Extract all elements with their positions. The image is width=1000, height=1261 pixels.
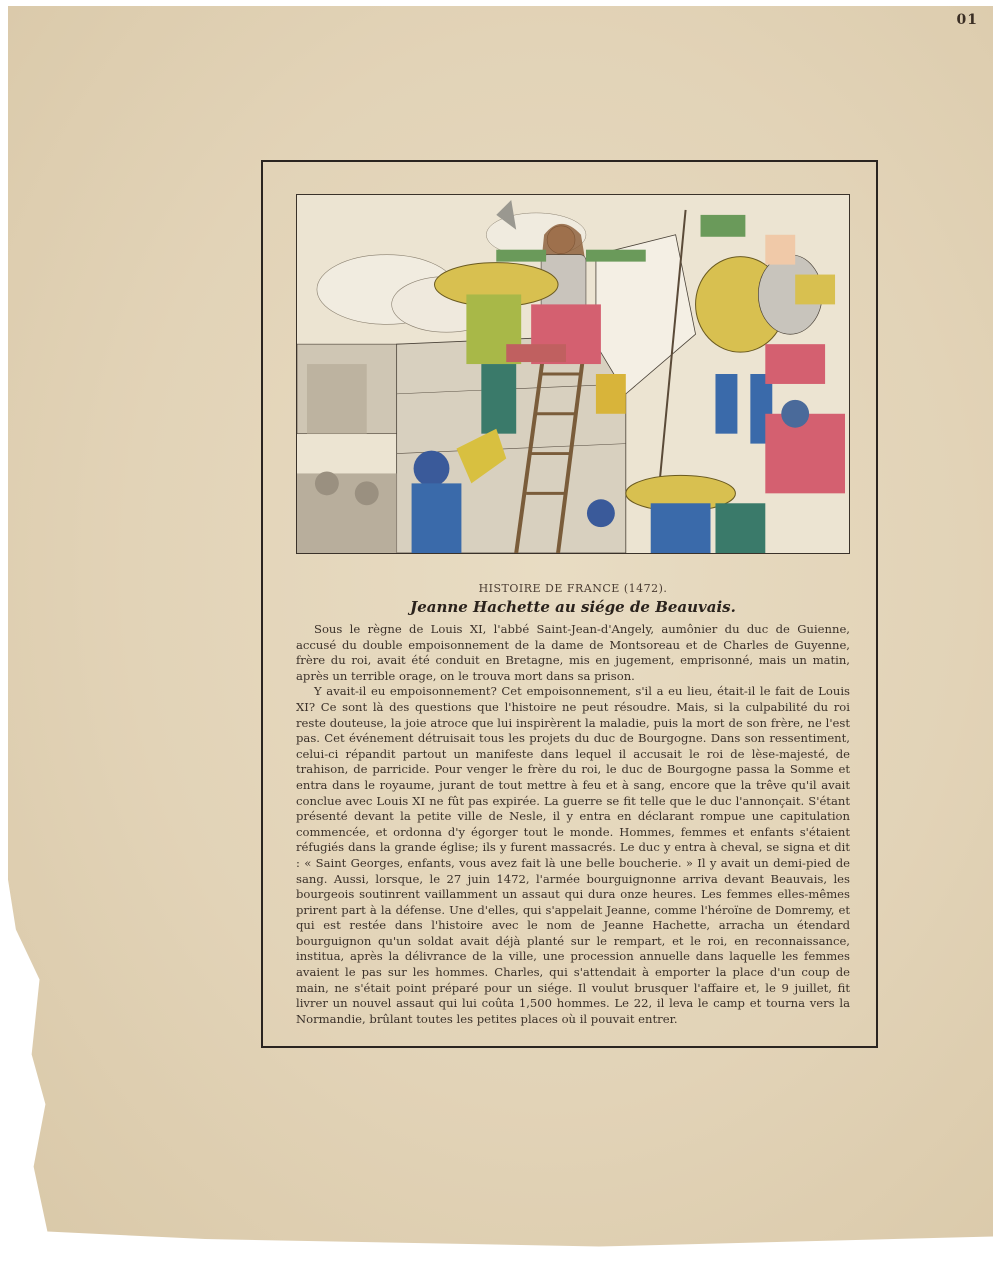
folio-number: 01 [956,12,978,28]
document-title: Jeanne Hachette au siége de Beauvais. [410,598,736,616]
paragraph-2: Y avait-il eu empoisonnement? Cet empoisonnement, s'il a eu lieu, était-il le fait de Louis XI? Ce sont là des questions que l'histoire ne peut résoudre. Mais, si la culpabilité du roi reste douteuse, la joie atroce que lui inspirèrent la maladie, puis la mort de son frère, ne l'est pas. Cet événement détruisait tous les projets du duc de Bourgogne. Dans son ressentiment, celui-ci répandit partout un manifeste dans lequel il accusait le roi de lèse-majesté, de trahison, de parricide. Pour venger le frère du roi, le duc de Bourgogne passa la Somme et entra dans le royaume, jurant de tout mettre à feu et à sang, encore que la trêve qu'il avait conclue avec Louis XI ne fût pas expirée. La guerre se fit telle que le duc l'annonçait. S'étant présenté devant la petite ville de Nesle, il y entra en déclarant rompue une capitulation commencée, et ordonna d'y égorger tout le monde. Hommes, femmes et enfants s'étaient réfugiés dans la grande église; ils y furent massacrés. Le duc y entra à cheval, se signa et dit : « Saint Georges, enfants, vous avez fait là une belle boucherie. » Il y avait un demi-pied de sang. Aussi, lorsque, le 27 juin 1472, l'armée bourguignonne arriva devant Beauvais, les bourgeois soutinrent vaillamment un assaut qui dura onze heures. Les femmes elles-mêmes prirent part à la défense. Une d'elles, qui s'appelait Jeanne, comme l'héroïne de Domremy, et qui est restée dans l'histoire avec le nom de Jeanne Hachette, arracha un étendard bourguignon qu'un soldat avait déjà planté sur le rempart, et le roi, en reconnaissance, institua, après la délivrance de la ville, une procession annuelle dans laquelle les femmes avaient le pas sur les hommes. Charles, qui s'attendait à emporter la place d'un coup de main, ne s'était point préparé pour un siége. Il voulut brusquer l'affaire et, le 9 juillet, fit livrer un nouvel assaut qui lui coûta 1,500 hommes. Le 22, il leva le camp et tourna vers la Normandie, brûlant toutes les petites places où il pouvait entrer. [296,684,850,1026]
article-body [296,622,850,1027]
section-heading: HISTOIRE DE FRANCE (1472). [478,582,668,595]
siege-engraving-image [297,195,849,553]
siege-illustration [296,194,850,554]
paragraph-1: Sous le règne de Louis XI, l'abbé Saint-Jean-d'Angely, aumônier du duc de Guienne, accusé du double empoisonnement de la dame de Montsoreau et de Charles de Guyenne, frère du roi, avait été conduit en Bretagne, mis en jugement, emprisonné, mais un matin, après un terrible orage, on le trouva mort dans sa prison. [296,622,850,683]
